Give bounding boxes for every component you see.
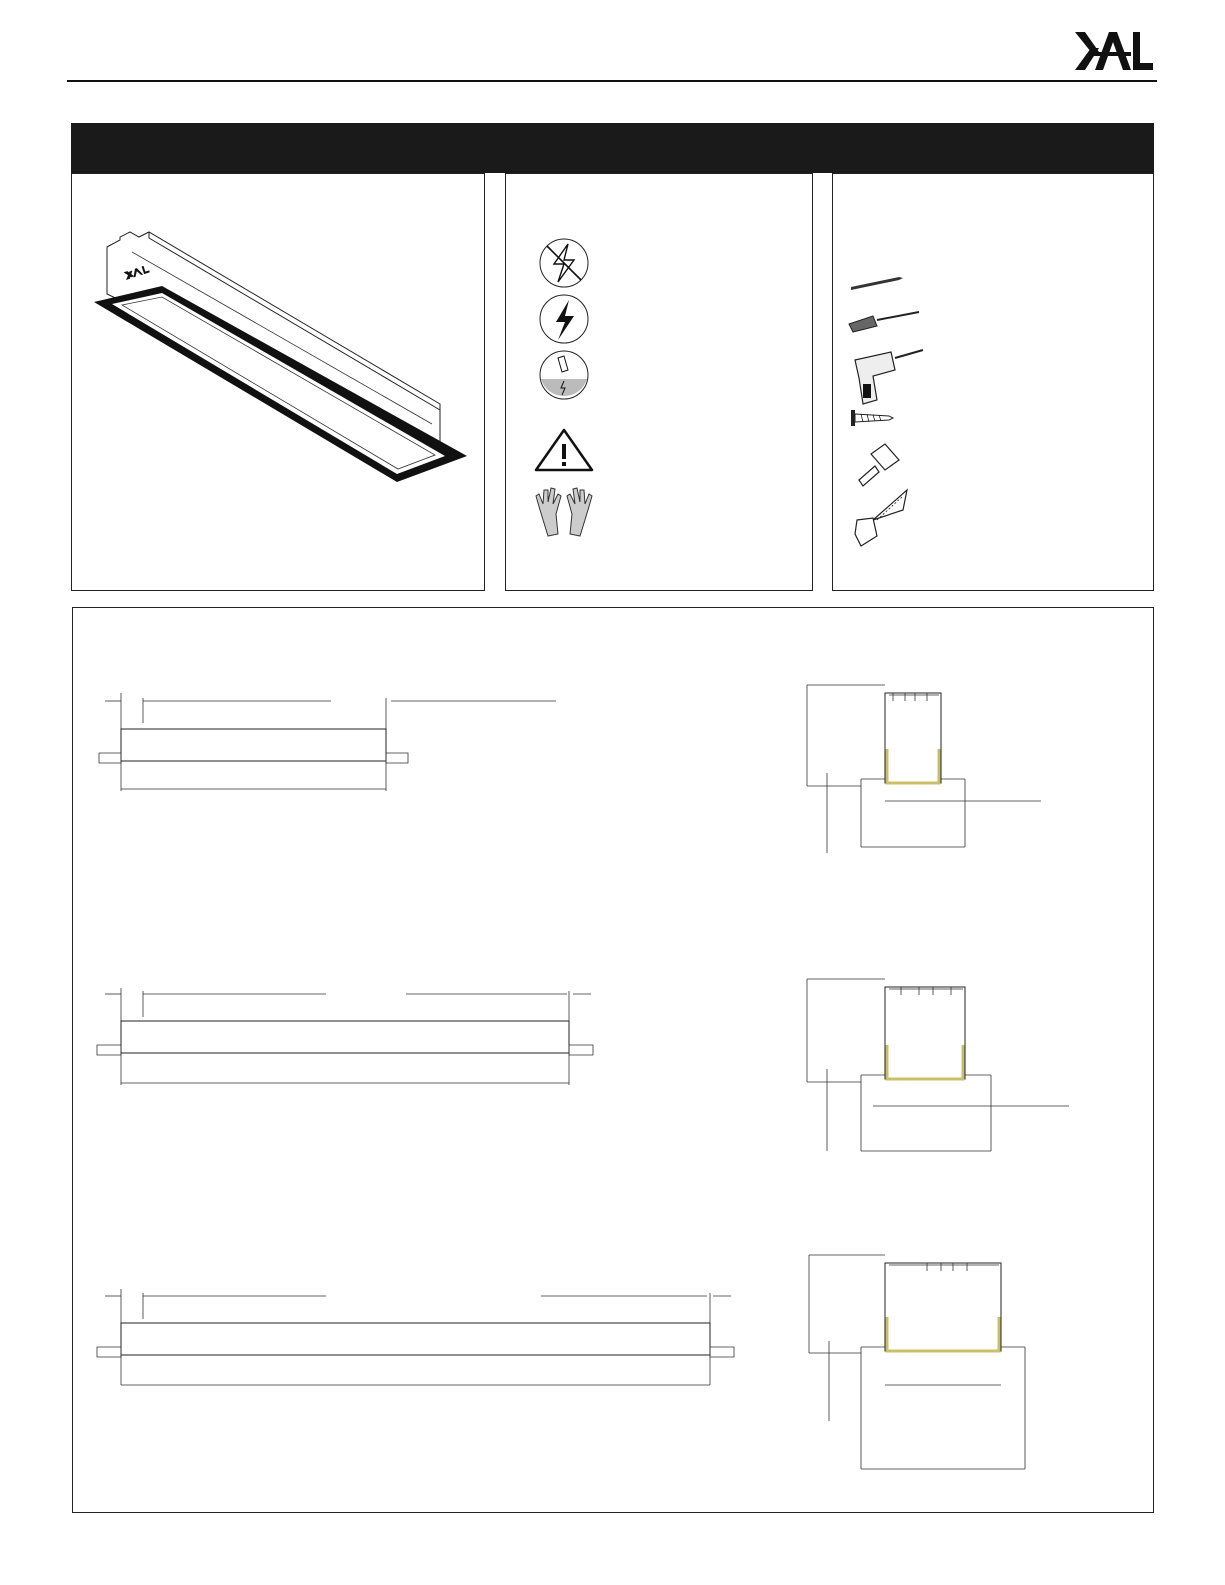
long-luminaire-side-view (97, 1289, 734, 1385)
disconnect-power-icon (540, 239, 588, 287)
title-bar (71, 123, 1154, 173)
wear-gloves-icon (536, 488, 592, 536)
dimensions-panel (72, 607, 1154, 1513)
warning-triangle-icon (536, 430, 592, 470)
short-luminaire-side-view (99, 693, 556, 791)
dimension-drawings (73, 608, 1153, 1512)
tool-icons (833, 174, 1153, 590)
medium-luminaire-side-view (97, 988, 593, 1085)
cross-section-large (809, 1255, 1025, 1469)
safety-panel (505, 173, 813, 591)
housing-logo-icon (124, 265, 150, 280)
xal-logo (1073, 30, 1155, 72)
pencil-icon (851, 277, 903, 290)
luminaire-illustration (72, 174, 484, 590)
screw-icon (851, 410, 893, 426)
header-rule (67, 80, 1157, 82)
cross-section-medium (807, 979, 1069, 1151)
product-panel (71, 173, 485, 591)
safety-icons (506, 174, 812, 590)
saw-icon (855, 490, 907, 546)
putty-knife-icon (859, 444, 899, 486)
cross-section-small (807, 685, 1041, 853)
drill-icon (855, 350, 923, 404)
electrical-hazard-icon (540, 295, 588, 343)
do-not-touch-wet-icon (540, 351, 588, 399)
tools-panel (832, 173, 1154, 591)
screwdriver-icon (849, 312, 919, 332)
